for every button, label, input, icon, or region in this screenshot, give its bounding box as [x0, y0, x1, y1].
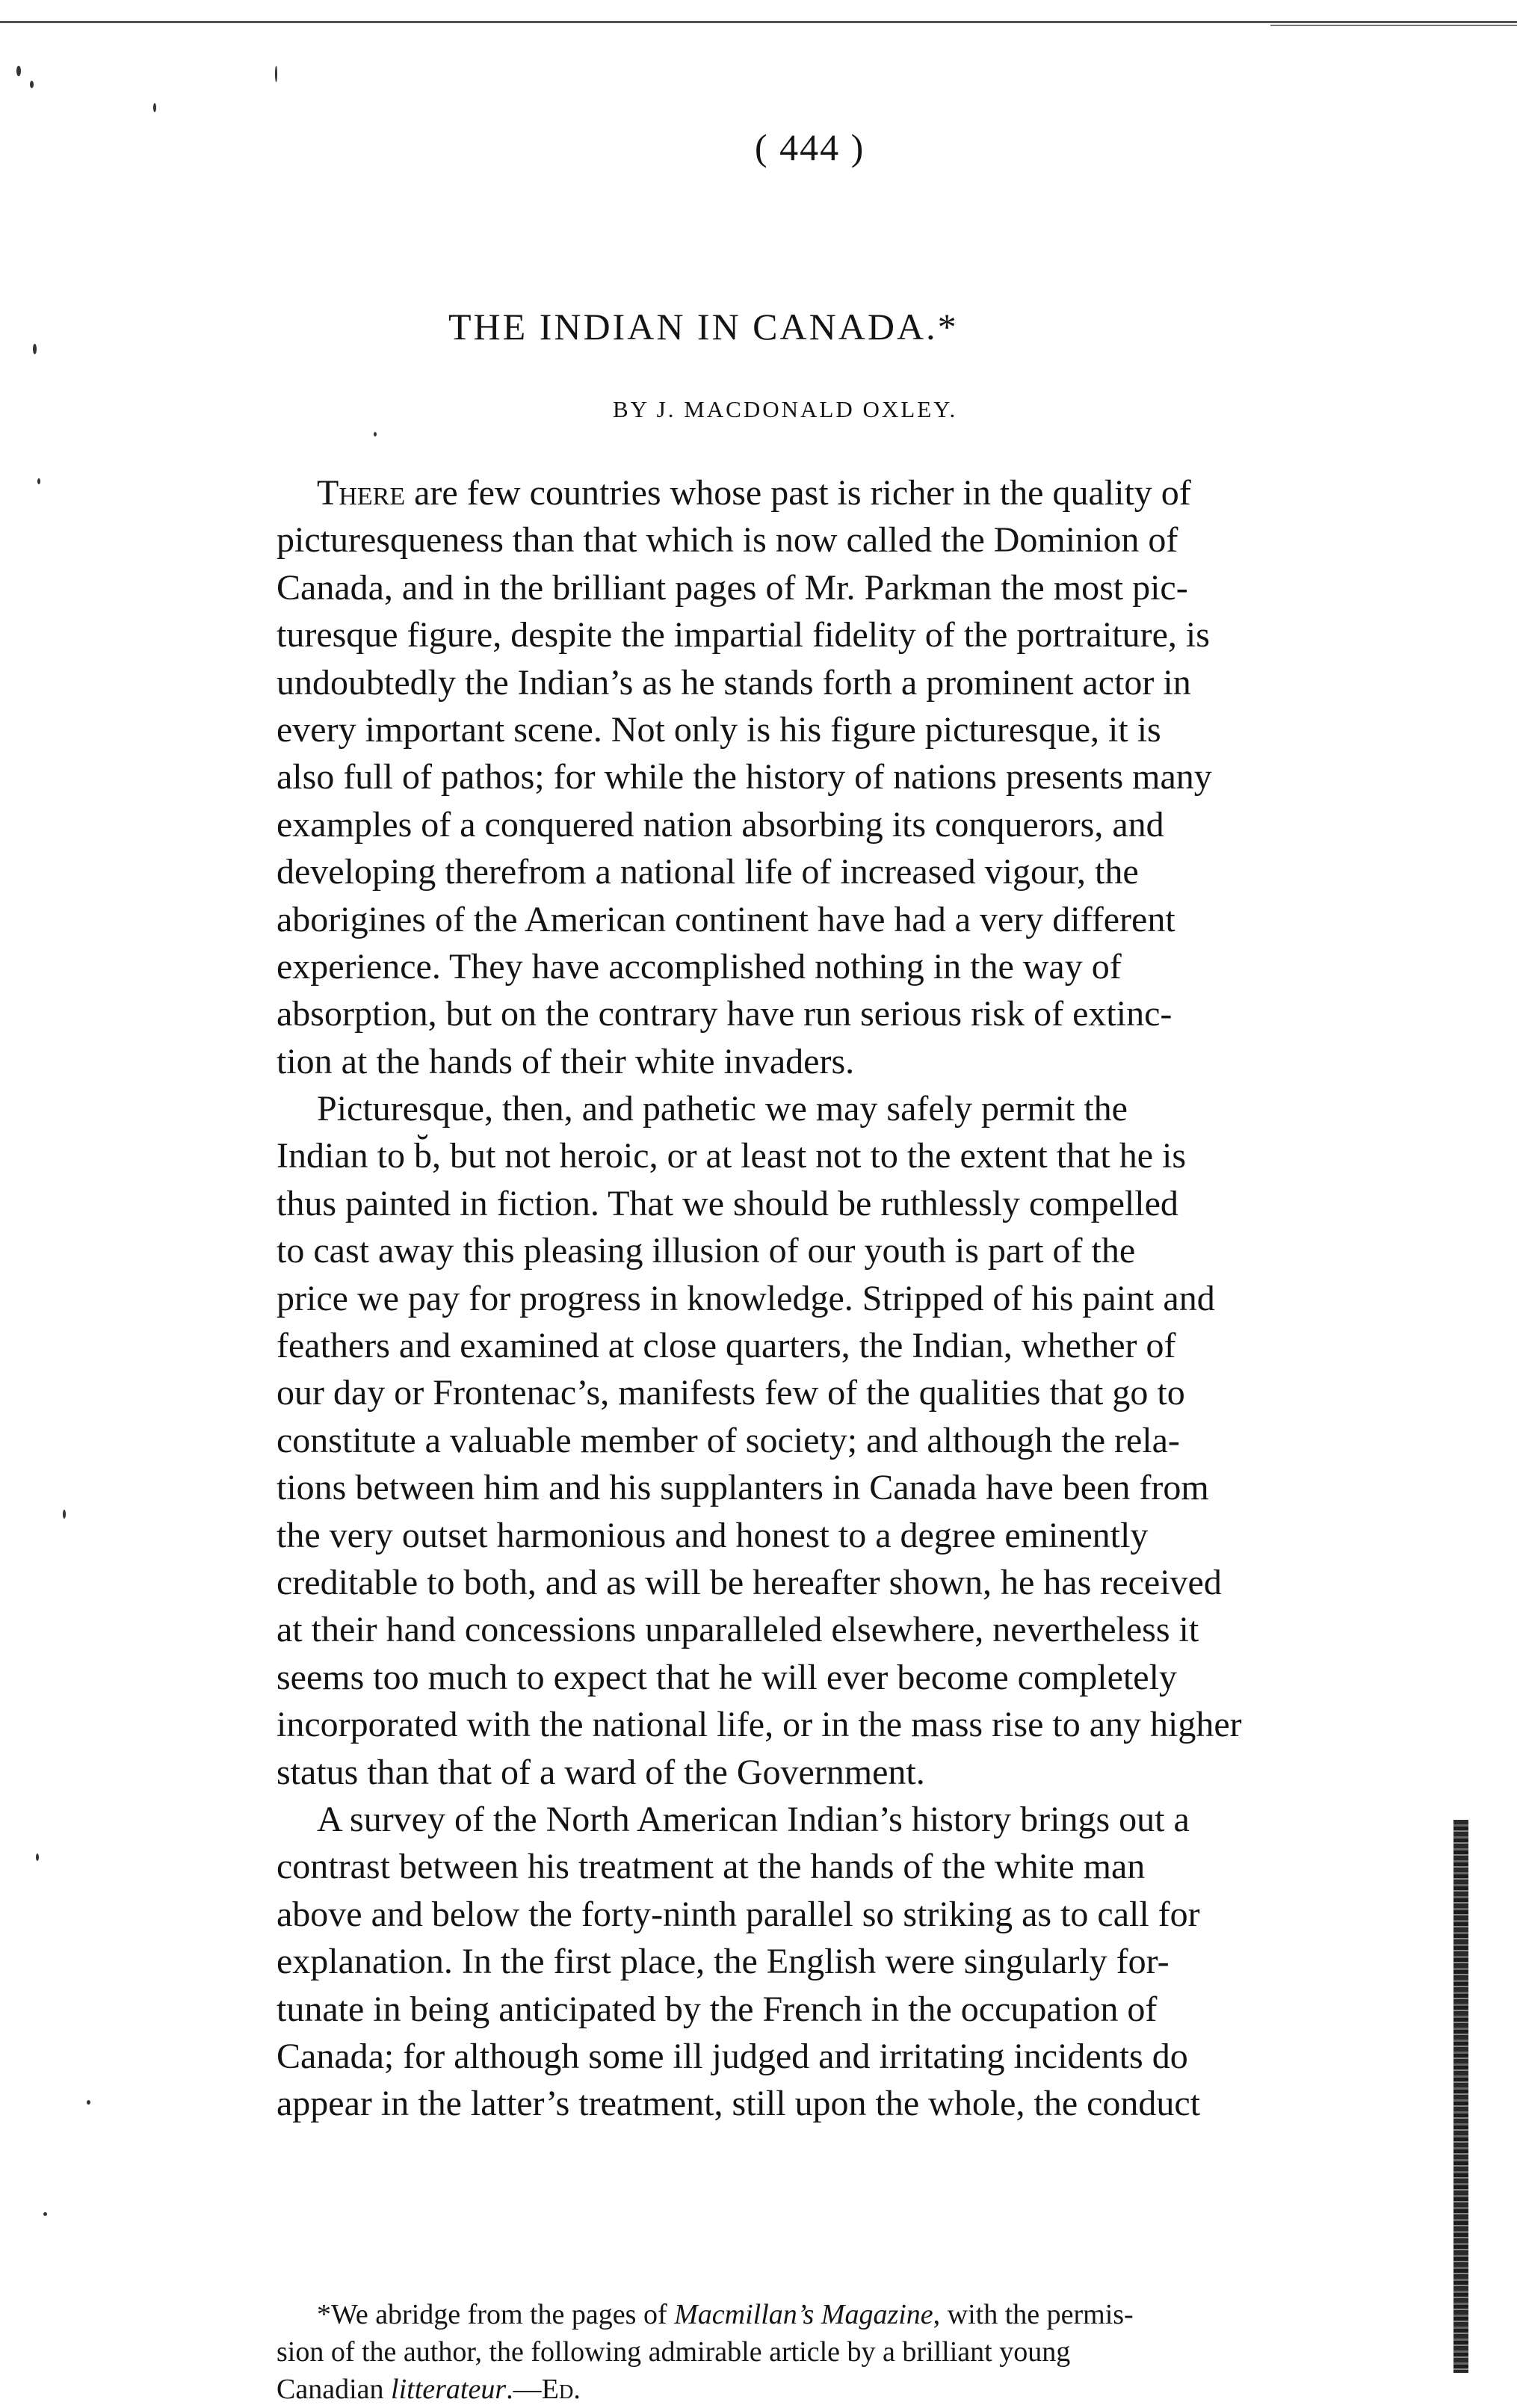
scan-speck	[16, 66, 21, 76]
text-line: tunate in being anticipated by the French in the occupation of	[276, 1989, 1158, 2029]
text-line: picturesqueness than that which is now called the Dominion of	[276, 520, 1178, 561]
scan-speck	[87, 2100, 90, 2105]
footnote-line: *We abridge from the pages of Macmillan’s Magazine, with the permis-	[317, 2299, 1134, 2330]
text-line: status than that of a ward of the Government.	[276, 1752, 925, 1792]
text-line: Canada; for although some ill judged and irritating incidents do	[276, 2036, 1188, 2076]
text-line: examples of a conquered nation absorbing its conquerors, and	[276, 804, 1164, 845]
text-line: to cast away this pleasing illusion of our youth is part of the	[276, 1231, 1136, 1271]
editor-mark: Ed.	[541, 2374, 581, 2405]
text-line: our day or Frontenac’s, manifests few of the qualities that go to	[276, 1373, 1185, 1413]
text-line: turesque figure, despite the impartial fidelity of the portraiture, is	[276, 615, 1210, 655]
text-line: thus painted in fiction. That we should be ruthlessly compelled	[276, 1183, 1178, 1223]
scan-speck	[37, 478, 40, 484]
scan-speck	[275, 66, 277, 82]
text-line: price we pay for progress in knowledge. Stripped of his paint and	[276, 1278, 1215, 1318]
author-byline: BY J. MACDONALD OXLEY.	[613, 396, 958, 422]
text-line: constitute a valuable member of society; and although the rela-	[276, 1420, 1180, 1460]
magazine-name: Macmillan’s Magazine	[674, 2299, 933, 2330]
text-line: absorption, but on the contrary have run serious risk of extinc-	[276, 994, 1172, 1034]
article-body	[276, 469, 1457, 2128]
top-rule	[0, 21, 1517, 23]
text-line: explanation. In the first place, the English were singularly for-	[276, 1942, 1170, 1982]
footnote-line: sion of the author, the following admirable article by a brilliant young	[276, 2336, 1071, 2368]
footnote	[276, 2296, 1442, 2408]
text-line: tion at the hands of their white invaders.	[276, 1041, 855, 1081]
scan-speck	[36, 1853, 39, 1861]
text-line: tions between him and his supplanters in Canada have been from	[276, 1468, 1209, 1508]
scan-speck	[30, 81, 34, 88]
text-line: appear in the latter’s treatment, still upon the whole, the conduct	[276, 2084, 1201, 2124]
text-line: A survey of the North American Indian’s history brings out a	[317, 1799, 1190, 1839]
text-line: contrast between his treatment at the hands of the white man	[276, 1847, 1146, 1887]
drop-word: There	[317, 473, 406, 513]
text-line: Picturesque, then, and pathetic we may safely permit the	[317, 1089, 1128, 1129]
text-line: above and below the forty-ninth parallel so striking as to call for	[276, 1894, 1200, 1934]
text-line: aborigines of the American continent have had a very different	[276, 899, 1175, 939]
scan-speck	[43, 2212, 47, 2216]
text-line: Indian to b̆, but not heroic, or at least not to the extent that he is	[276, 1136, 1187, 1176]
footnote-line: Canadian litterateur.—Ed.	[276, 2374, 581, 2405]
scan-speck	[153, 103, 156, 112]
text-line: experience. They have accomplished nothing in the way of	[276, 946, 1122, 987]
text-line: feathers and examined at close quarters, the Indian, whether of	[276, 1326, 1176, 1366]
text-line: also full of pathos; for while the history of nations presents many	[276, 757, 1212, 797]
text-line: There are few countries whose past is richer in the quality of	[317, 473, 1191, 513]
text-line: developing therefrom a national life of increased vigour, the	[276, 852, 1139, 892]
text-line: the very outset harmonious and honest to a degree eminently	[276, 1515, 1149, 1555]
text-line: at their hand concessions unparalleled elsewhere, nevertheless it	[276, 1610, 1199, 1650]
text-line: every important scene. Not only is his figure picturesque, it is	[276, 709, 1161, 750]
text-line: Canada, and in the brilliant pages of Mr. Parkman the most pic-	[276, 567, 1188, 608]
text-line: undoubtedly the Indian’s as he stands forth a prominent actor in	[276, 662, 1191, 703]
scan-speck	[374, 432, 377, 436]
text-line: creditable to both, and as will be hereafter shown, he has received	[276, 1562, 1222, 1602]
top-rule-fragment	[1270, 25, 1517, 26]
text-line: incorporated with the national life, or in the mass rise to any higher	[276, 1705, 1242, 1745]
text-line: seems too much to expect that he will ever become completely	[276, 1657, 1177, 1697]
page-number: ( 444 )	[755, 126, 865, 168]
scan-speck	[63, 1510, 66, 1519]
article-title: THE INDIAN IN CANADA.*	[448, 306, 959, 348]
scan-speck	[33, 344, 37, 354]
